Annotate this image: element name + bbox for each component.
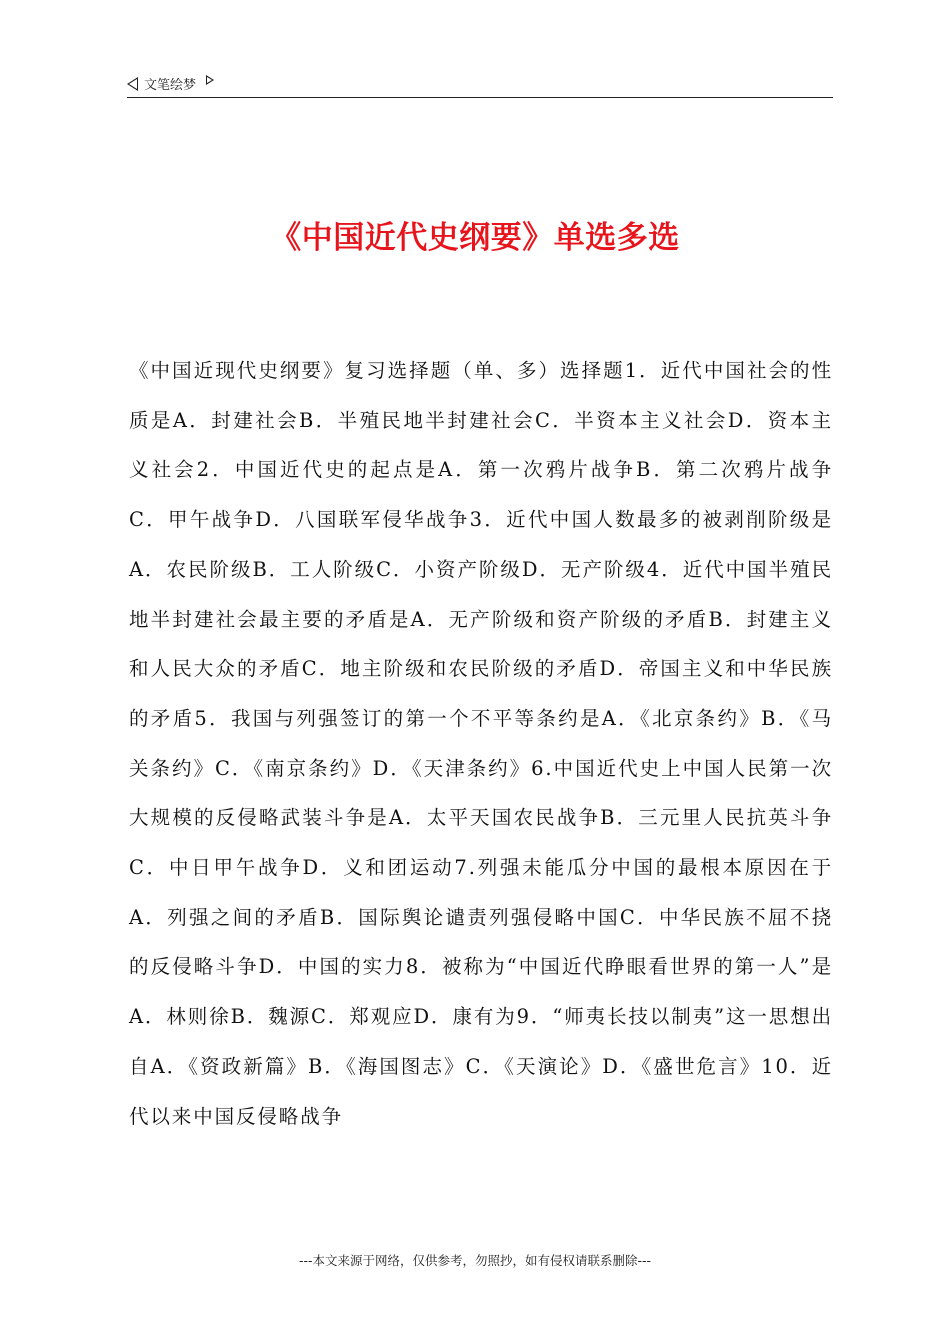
document-body: 《中国近现代史纲要》复习选择题（单、多）选择题1．近代中国社会的性质是A．封建社会B．半殖民地半封建社会C．半资本主义社会D．资本主义社会2．中国近代史的起点是A．第一次鸦片战争B．第二次鸦片战争C．甲午战争D．八国联军侵华战争3．近代中国人数最多的被剥削阶级是A．农民阶级B．工人阶级C．小资产阶级D．无产阶级4．近代中国半殖民地半封建社会最主要的矛盾是A．无产阶级和资产阶级的矛盾B．封建主义和人民大众的矛盾C．地主阶级和农民阶级的矛盾D．帝国主义和中华民族的矛盾5．我国与列强签订的第一个不平等条约是A．《北京条约》B．《马关条约》C．《南京条约》D．《天津条约》6.中国近代史上中国人民第一次大规模的反侵略武装斗争是A．太平天国农民战争B．三元里人民抗英斗争C．中日甲午战争D．义和团运动7.列强未能瓜分中国的最根本原因在于A．列强之间的矛盾B．国际舆论谴责列强侵略中国C．中华民族不屈不挠的反侵略斗争D．中国的实力8．被称为“中国近代睁眼看世界的第一人”是A．林则徐B．魏源C．郑观应D．康有为9．“师夷长技以制夷”这一思想出自A．《资政新篇》B．《海国图志》C．《天演论》D．《盛世危言》10．近代以来中国反侵略战争 [129, 359, 833, 1128]
header-label: 文笔绘梦 [144, 78, 197, 93]
footer-notice: ---本文来源于网络，仅供参考，勿照抄，如有侵权请联系删除--- [298, 1253, 652, 1268]
page-header [127, 70, 833, 98]
triangle-left-icon [127, 77, 138, 91]
triangle-right-icon [206, 75, 214, 85]
header-brand [127, 74, 214, 93]
document-title: 《中国近代史纲要》单选多选 [270, 220, 680, 256]
